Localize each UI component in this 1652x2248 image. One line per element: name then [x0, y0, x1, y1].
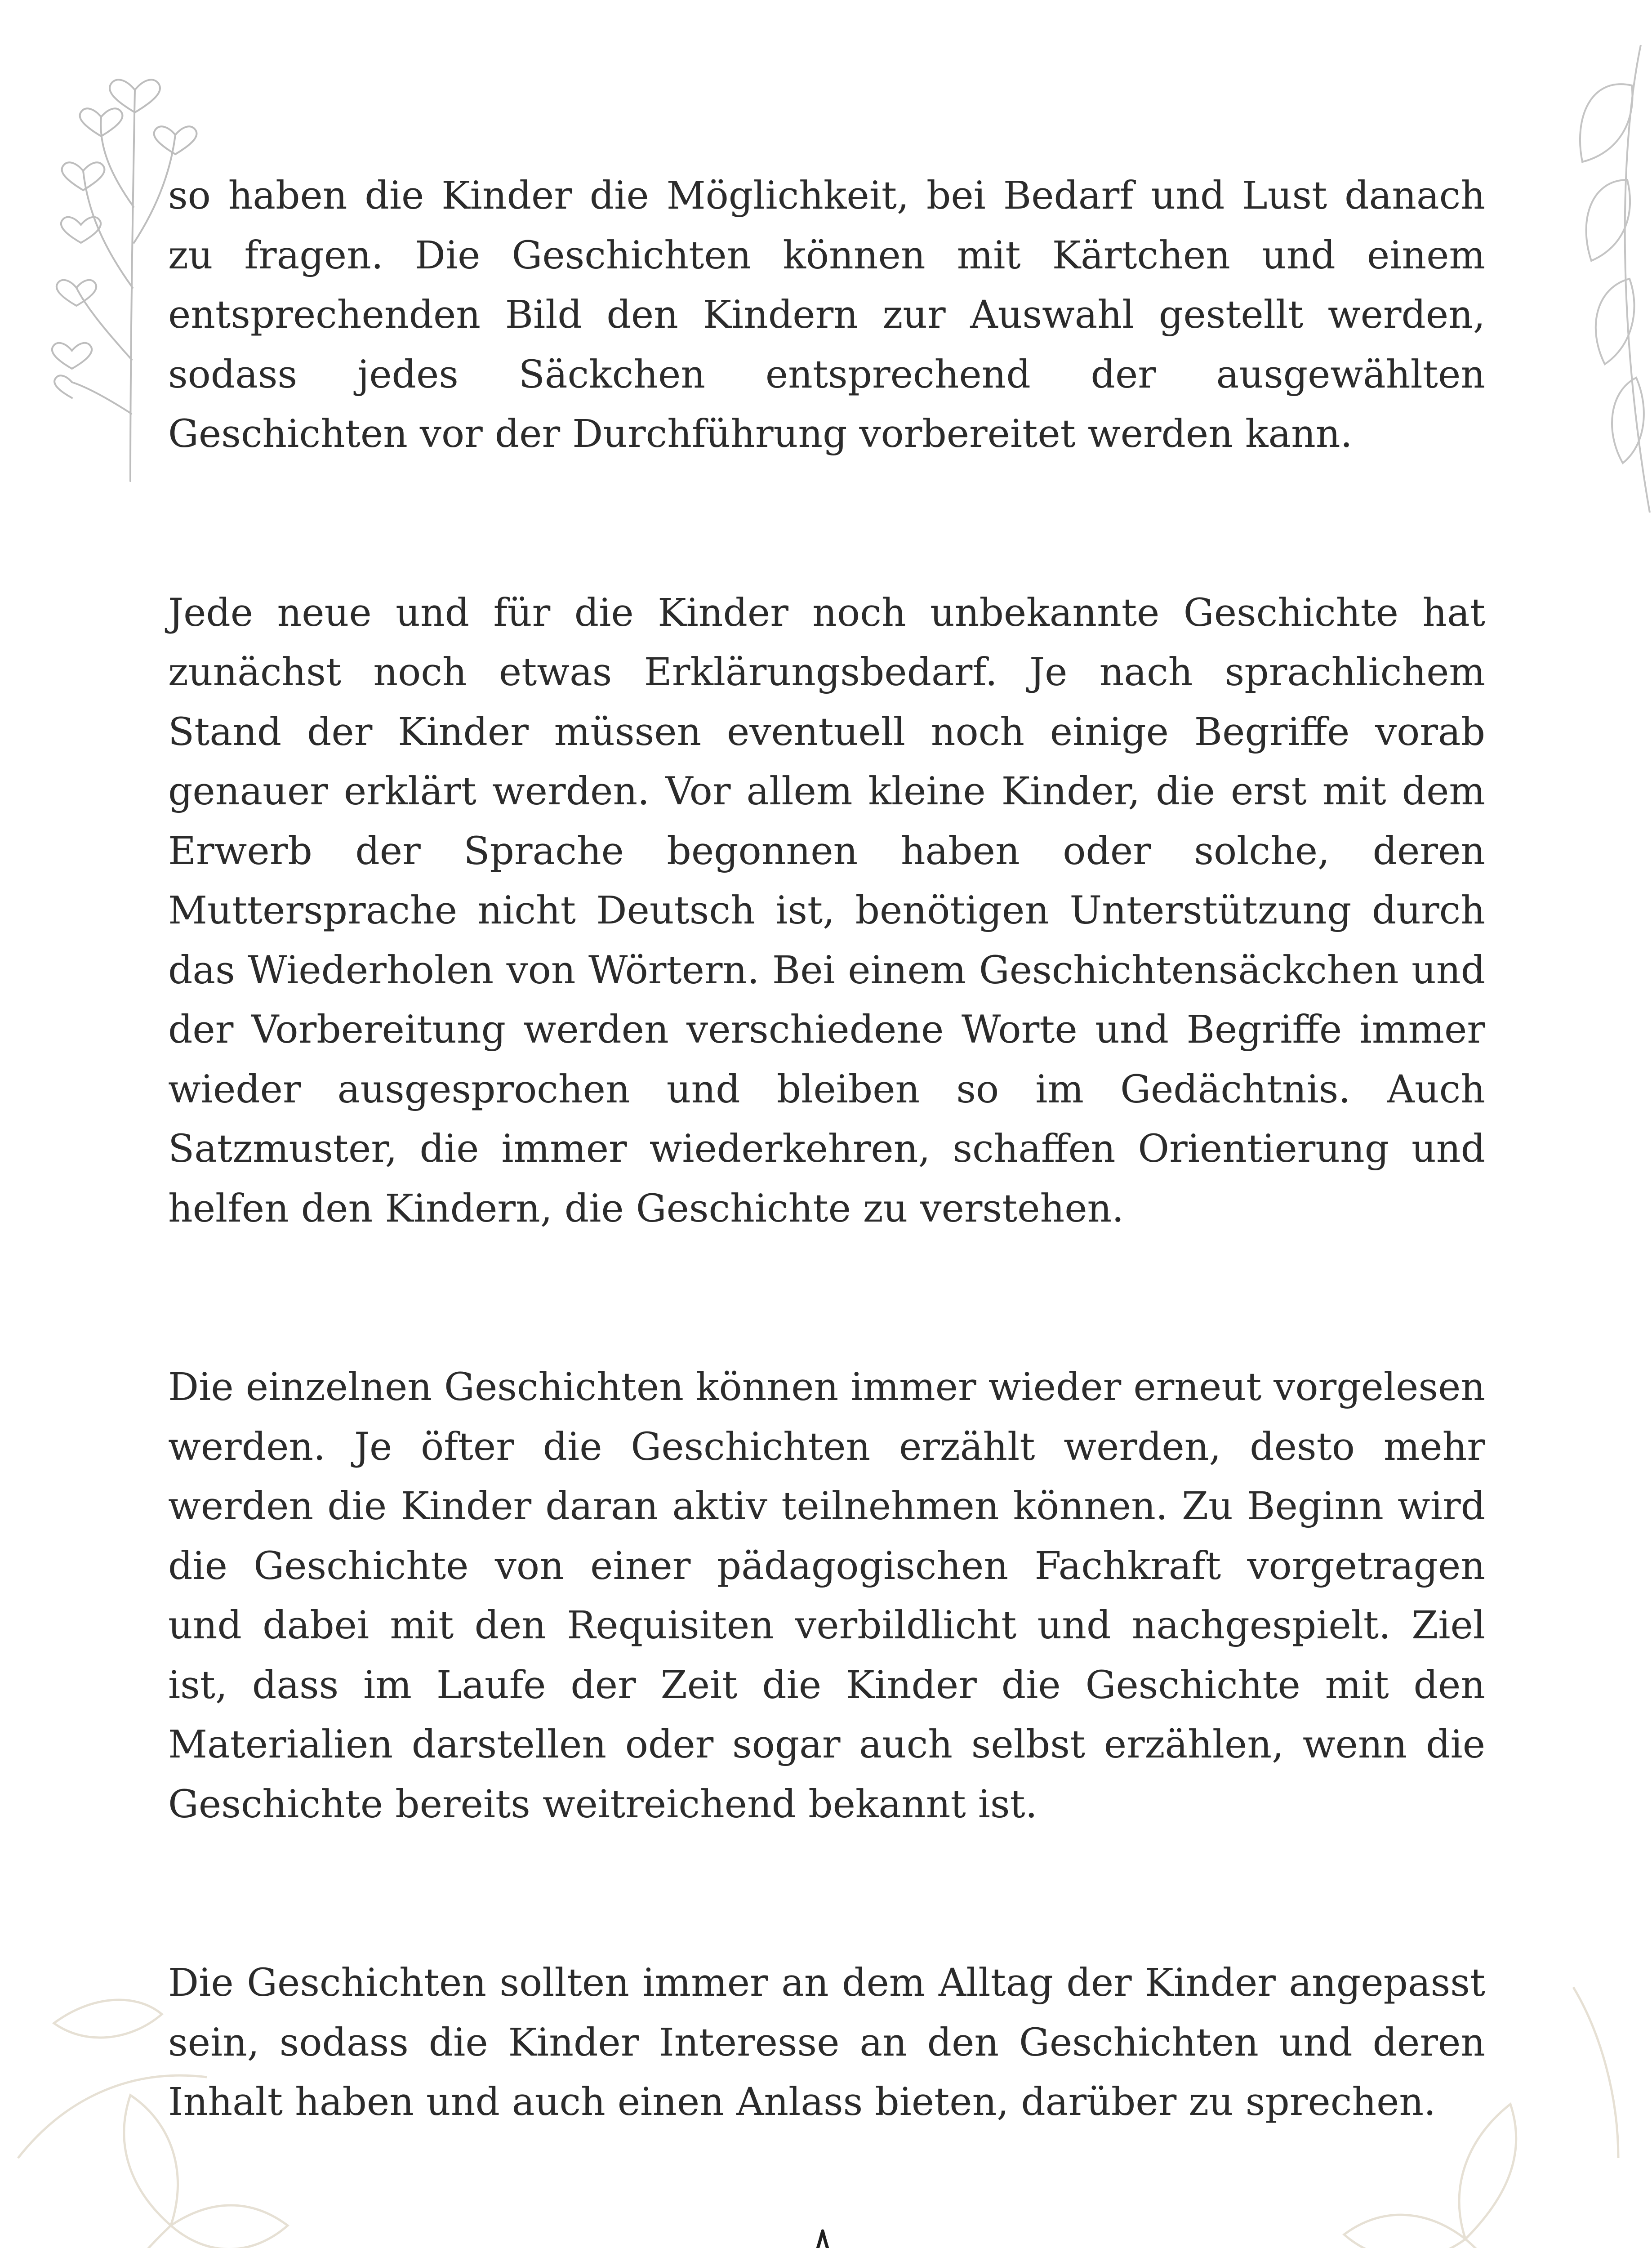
- paragraph-2: Jede neue und für die Kinder noch unbekannte Geschichte hat zunächst noch etwas Erklärungsbedarf. Je nach sprachlichem Stand der Kinder müssen eventuell noch einige Begriffe vorab genauer erklärt werden. Vor allem kleine Kinder, die erst mit dem Erwerb der Sprache begonnen haben oder solche, deren Muttersprache nicht Deutsch ist, benötigen Unterstützung durch das Wiederholen von Wörtern. Bei einem Geschichtensäckchen und der Vorbereitung werden verschiedene Worte und Begriffe immer wieder ausgesprochen und bleiben so im Gedächtnis. Auch Satzmuster, die immer wiederkehren, schaffen Orientierung und helfen den Kindern, die Geschichte zu verstehen.: [168, 590, 1485, 1231]
- paragraph-4: Die Geschichten sollten immer an dem Alltag der Kinder angepasst sein, sodass die Kinder Interesse an den Geschichten und deren Inhalt haben und auch einen Anlass bieten, darüber zu sprechen.: [168, 1961, 1485, 2124]
- leaf-branch-icon: [1564, 18, 1652, 522]
- paragraph-3: Die einzelnen Geschichten können immer wieder erneut vorgelesen werden. Je öfter die Geschichten erzählt werden, desto mehr werden die Kinder daran aktiv teilnehmen können. Zu Beginn wird die Geschichte von einer pädagogischen Fachkraft vorgetragen und dabei mit den Requisiten verbildlicht und nachgespielt. Ziel ist, dass im Laufe der Zeit die Kinder die Geschichte mit den Materialien darstellen oder sogar auch selbst erzählen, wenn die Geschichte bereits weitreichend bekannt ist.: [168, 1365, 1485, 1827]
- paragraph-1: so haben die Kinder die Möglichkeit, bei Bedarf und Lust danach zu fragen. Die Geschichten können mit Kärtchen und einem entsprechenden Bild den Kindern zur Auswahl gestellt werden, sodass jedes Säckchen entsprechend der ausgewählten Geschichten vor der Durchführung vorbereitet werden kann.: [168, 174, 1485, 456]
- page-body: [168, 166, 1485, 2248]
- star-icon: [746, 2226, 899, 2248]
